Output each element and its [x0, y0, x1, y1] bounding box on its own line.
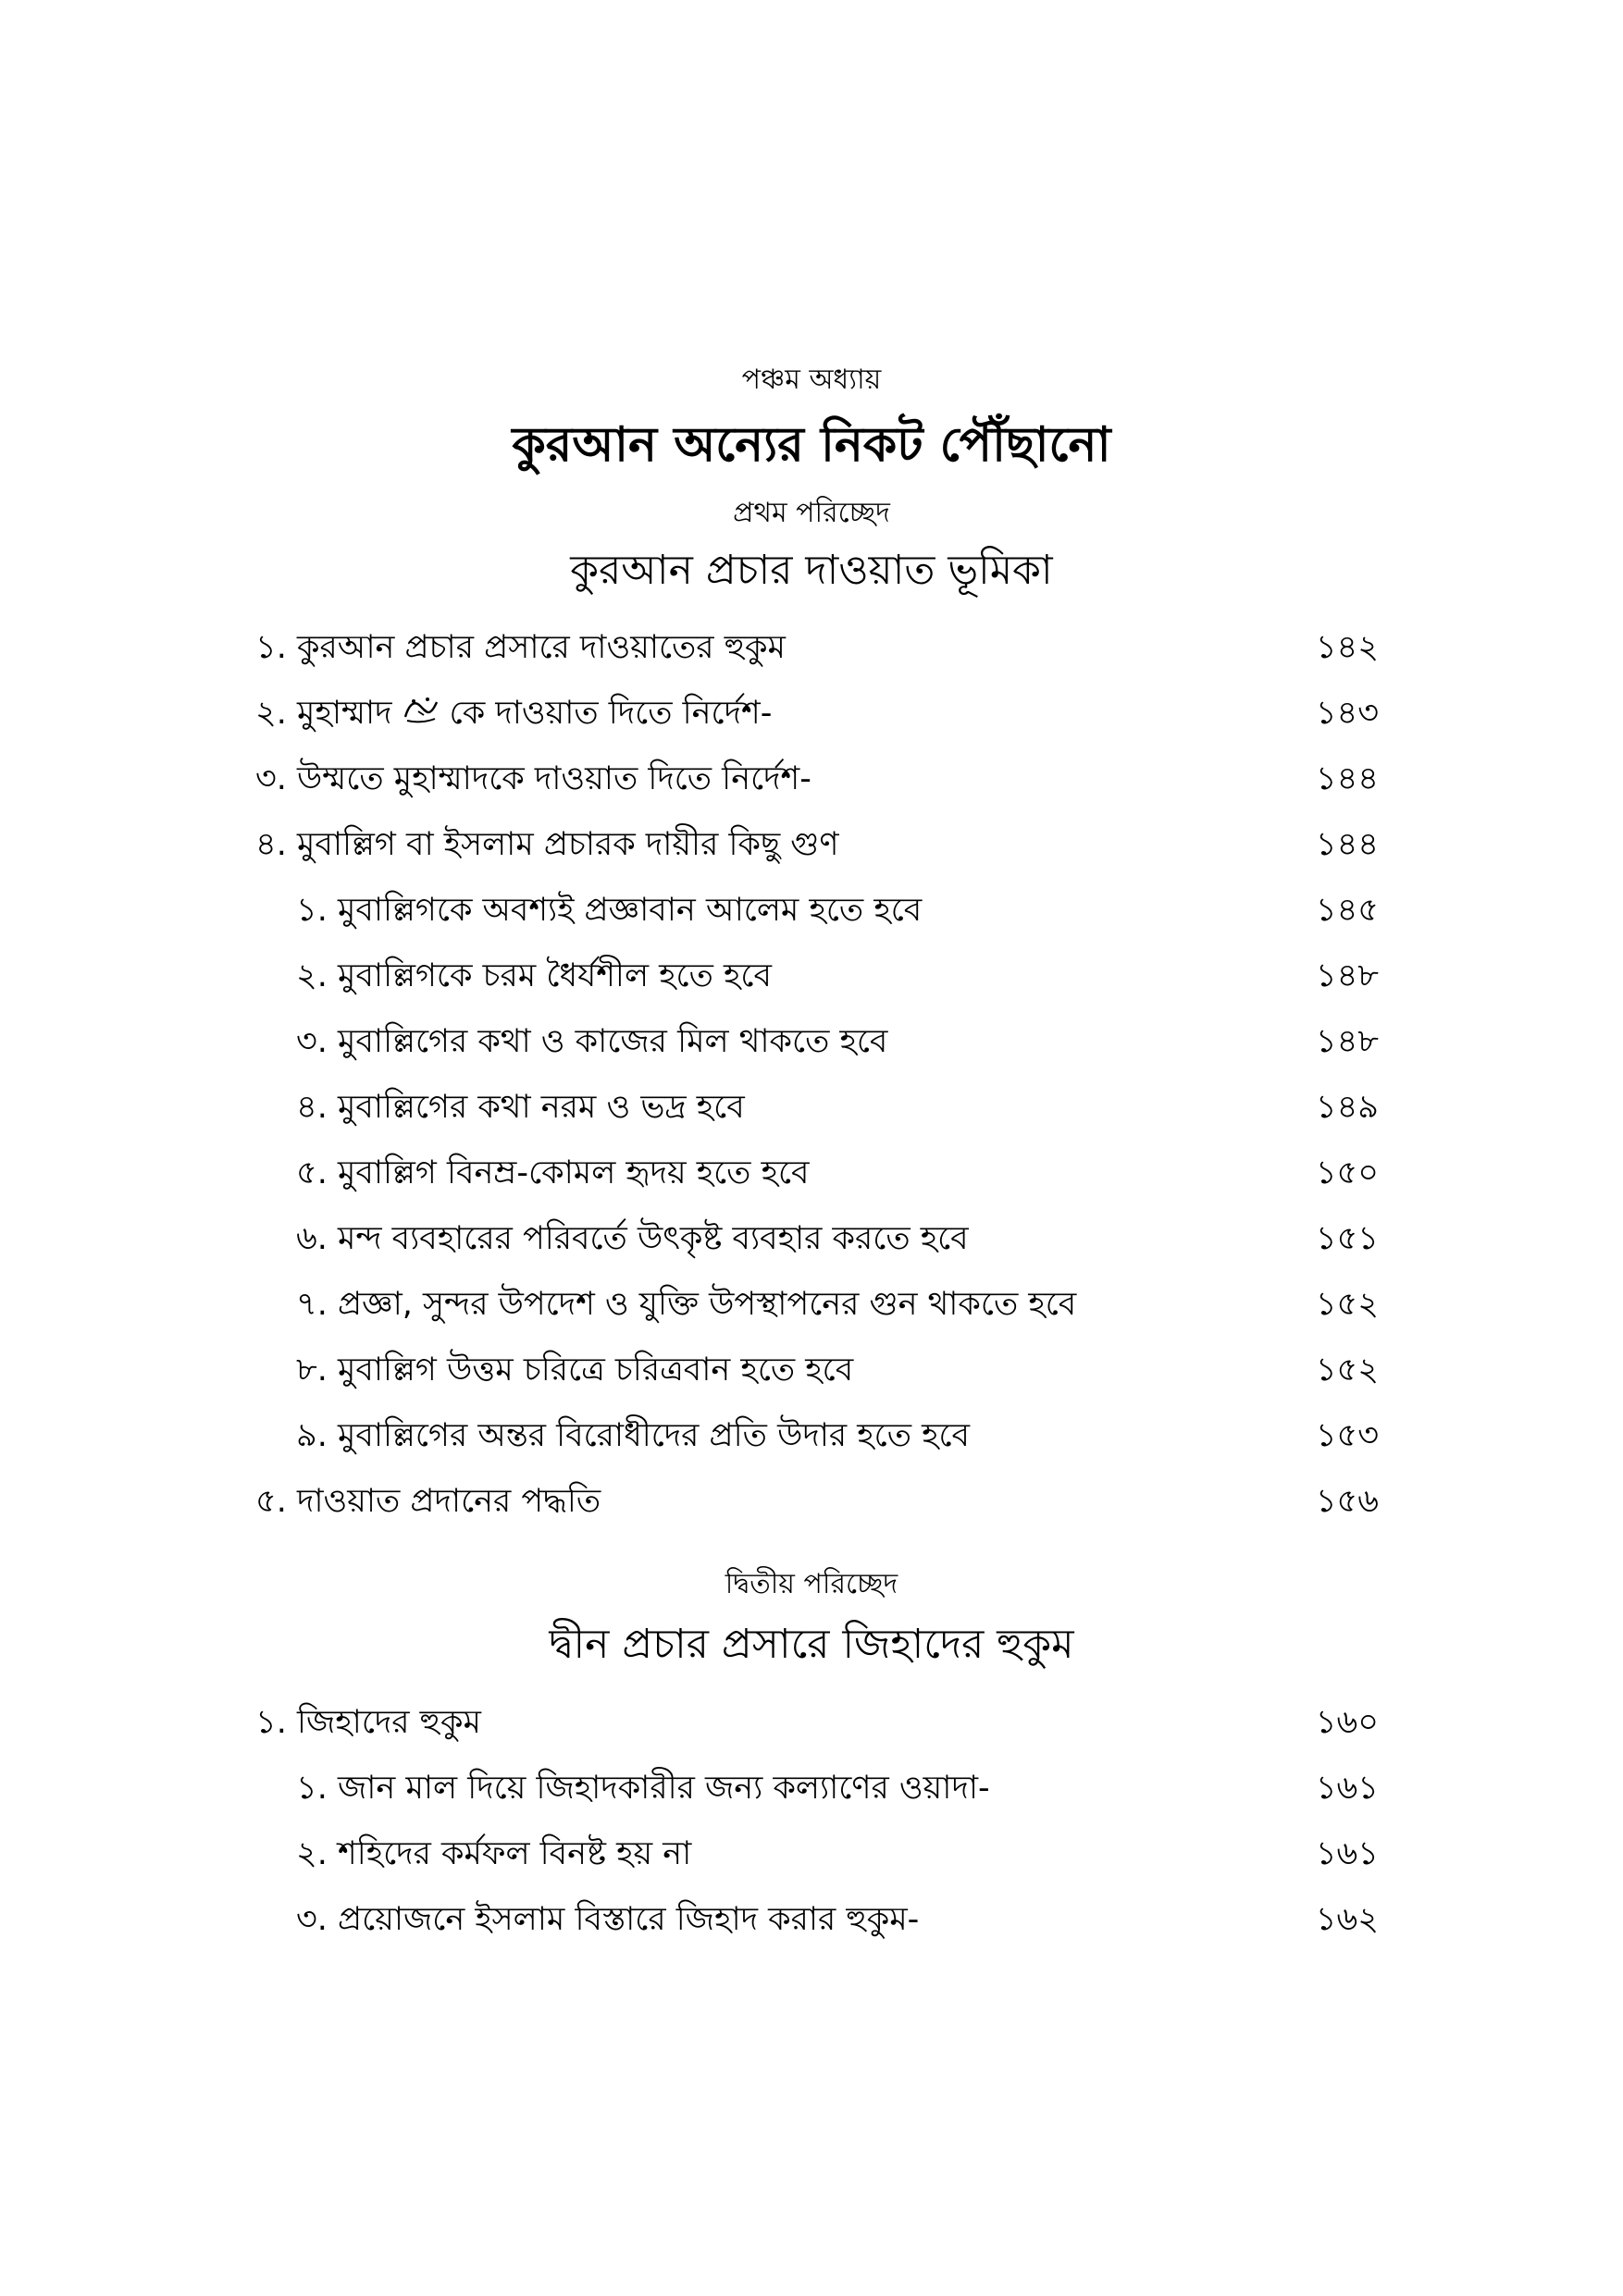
toc-entry-page: ১৫৩	[1315, 1417, 1379, 1454]
toc-entry-page: ১৬০	[1315, 1704, 1379, 1741]
toc-subentry	[0, 1278, 1623, 1330]
toc-entry-text: ১. জিহাদের হুকুম	[255, 1704, 481, 1741]
toc-entry-text-before: ২. মুহাম্মাদ	[255, 695, 392, 732]
toc-entry	[0, 753, 1623, 805]
toc-subentry	[0, 1081, 1623, 1133]
toc-entry	[0, 1475, 1623, 1527]
toc-entry-text	[255, 687, 772, 742]
chapter-label: পঞ্চম অধ্যায়	[741, 364, 882, 396]
toc-entry-page: ১৪৫	[1315, 892, 1379, 929]
toc-entry-page: ১৫২	[1315, 1352, 1379, 1389]
section2-title: দ্বীন প্রচার প্রসারে জিহাদের হুকুম	[549, 1621, 1074, 1668]
toc-entry-page: ১৬২	[1315, 1901, 1379, 1938]
toc-entry-page: ১৫২	[1315, 1286, 1379, 1323]
section1-title: কুরআন প্রচার দাওয়াত ভূমিকা	[570, 547, 1053, 594]
toc-subentry	[0, 1762, 1623, 1814]
toc-entry-text: ৩. উম্মতে মুহাম্মাদকে দাওয়াত দিতে নির্দেশ-	[255, 760, 812, 797]
toc-subentry	[0, 1344, 1623, 1396]
toc-entry-page: ১৪৪	[1315, 826, 1379, 863]
toc-entry-page: ১৪৮	[1315, 957, 1379, 994]
chapter-title: কুরআন অন্যের নিকট পৌঁছানো	[512, 417, 1111, 473]
toc-entry-text: ১. কুরআন প্রচার প্রসারে দাওয়াতের হুকুম	[255, 629, 786, 666]
toc-entry-page: ১৬১	[1315, 1835, 1379, 1872]
toc-entry-text: ৩. প্রয়োজনে ইসলাম বিস্তারে জিহাদ করার হুকুম-	[296, 1901, 920, 1938]
toc-subentry	[0, 1894, 1623, 1945]
salutation-seal-icon	[402, 695, 440, 734]
toc-entry-page: ১৪২	[1315, 629, 1379, 666]
toc-entry-page: ১৫০	[1315, 1154, 1379, 1191]
toc-entry-text: ১. মুবাল্লিগকে অবশ্যই প্রজ্ঞাবান আলেম হতে হবে	[296, 892, 923, 929]
toc-subentry	[0, 950, 1623, 1002]
toc-subentry	[0, 1410, 1623, 1462]
toc-entry-text: ৭. প্রজ্ঞা, সুন্দর উপদেশ ও যুক্তি উপস্থাপনের গুন থাকতে হবে	[296, 1286, 1077, 1323]
section1-label: প্রথম পরিচ্ছেদ	[733, 497, 890, 529]
toc-entry-page: ১৫৬	[1315, 1483, 1379, 1520]
toc-entry-text: ২. মুবাল্লিগকে চরম ধৈর্যশীল হতে হবে	[296, 957, 772, 994]
toc-subentry	[0, 884, 1623, 936]
toc-entry-text: ৫. দাওয়াত প্রদানের পদ্ধতি	[255, 1483, 601, 1520]
toc-entry-text: ৯. মুবাল্লিগের অন্তর বিরোধীদের প্রতি উদার হতে হবে	[296, 1417, 971, 1454]
toc-entry-page: ১৫১	[1315, 1220, 1379, 1257]
toc-entry-text: ২. শহিদের কর্মফল বিনষ্ট হয় না	[296, 1835, 692, 1872]
toc-entry-page: ১৪৯	[1315, 1089, 1379, 1126]
toc-subentry	[0, 1213, 1623, 1265]
toc-entry-page: ১৪৩	[1315, 695, 1379, 732]
toc-entry	[0, 819, 1623, 870]
toc-entry	[0, 687, 1623, 739]
toc-entry-text: ৬. মন্দ ব্যবহারের পরিবর্তে উৎকৃষ্ট ব্যবহার করতে হবে	[296, 1220, 969, 1257]
toc-entry-page: ১৪৮	[1315, 1023, 1379, 1060]
toc-entry-text: ৫. মুবাল্লিগ বিনম্র-কোমল হৃদয় হতে হবে	[296, 1154, 810, 1191]
toc-subentry	[0, 1828, 1623, 1880]
toc-entry-text: ৮. মুবাল্লিগ উত্তম চরিত্রে চরিত্রবান হতে হবে	[296, 1352, 854, 1389]
toc-entry-text: ৩. মুবাল্লিগের কথা ও কাজের মিল থাকতে হবে	[296, 1023, 888, 1060]
toc-entry-text: ৪. মুবাল্লিগ বা ইসলাম প্রচারক দায়ীর কিছু গুণ	[255, 826, 839, 863]
toc-entry-page: ১৬১	[1315, 1770, 1379, 1807]
toc-entry-text: ১. জান মাল দিয়ে জিহাদকারীর জন্য কল্যাণের ওয়াদা-	[296, 1770, 990, 1807]
toc-entry-page: ১৪৪	[1315, 760, 1379, 797]
toc-entry-text: ৪. মুবাল্লিগের কথা নরম ও ভদ্র হবে	[296, 1089, 745, 1126]
toc-subentry	[0, 1147, 1623, 1199]
toc-entry	[0, 622, 1623, 673]
toc-entry	[0, 1697, 1623, 1748]
toc-entry-text-after: কে দাওয়াত দিতে নির্দেশ-	[449, 695, 773, 732]
toc-subentry	[0, 1016, 1623, 1068]
section2-label: দ্বিতীয় পরিচ্ছেদ	[725, 1568, 898, 1600]
